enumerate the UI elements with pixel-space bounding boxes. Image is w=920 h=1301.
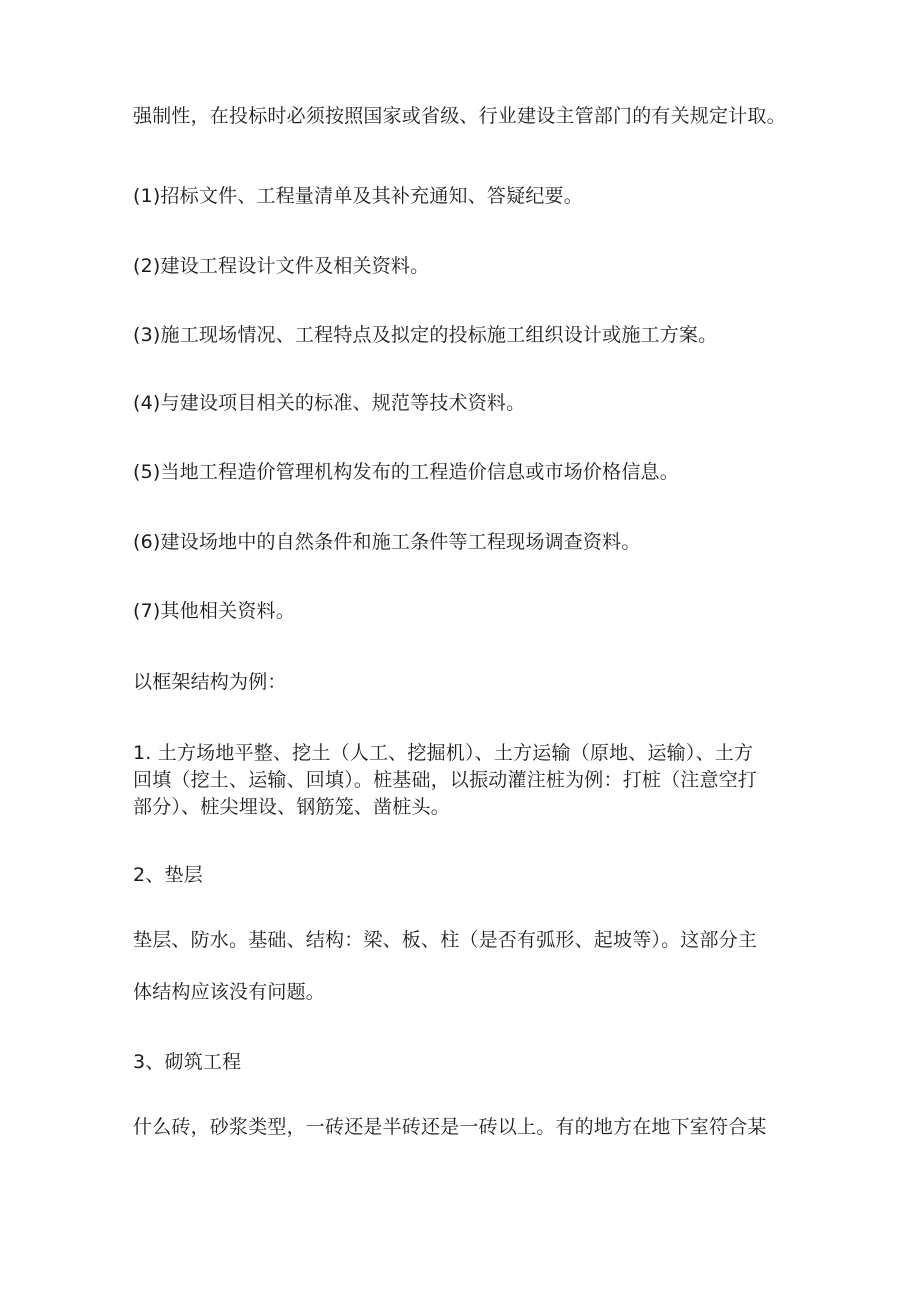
list-item-2: (2)建设工程设计文件及相关资料。	[133, 255, 430, 277]
section-1-line-3: 部分）、桩尖埋设、钢筋笼、凿桩头。	[133, 796, 450, 818]
list-item-5: (5)当地工程造价管理机构发布的工程造价信息或市场价格信息。	[133, 461, 679, 483]
section-2-line-1: 垫层、防水。基础、结构：梁、板、柱（是否有弧形、起坡等）。这部分主	[133, 929, 758, 951]
list-item-4: (4)与建设项目相关的标准、规范等技术资料。	[133, 392, 526, 414]
section-2-title: 2、垫层	[133, 864, 203, 886]
list-item-1: (1)招标文件、工程量清单及其补充通知、答疑纪要。	[133, 185, 583, 207]
section-3-paragraph: 什么砖，砂浆类型，一砖还是半砖还是一砖以上。有的地方在地下室符合某	[133, 1116, 767, 1138]
list-item-6: (6)建设场地中的自然条件和施工条件等工程现场调查资料。	[133, 531, 641, 553]
section-1-line-2: 回填（挖土、运输、回填）。桩基础，以振动灌注桩为例：打桩（注意空打	[133, 769, 758, 791]
list-item-3: (3)施工现场情况、工程特点及拟定的投标施工组织设计或施工方案。	[133, 324, 718, 346]
section-1-line-1: 1. 土方场地平整、挖土（人工、挖掘机）、土方运输（原地、运输）、土方	[133, 742, 754, 764]
section-2-line-2: 体结构应该没有问题。	[133, 981, 326, 1003]
frame-example-heading: 以框架结构为例：	[133, 671, 287, 693]
section-3-title: 3、砌筑工程	[133, 1051, 242, 1073]
paragraph-intro: 强制性，在投标时必须按照国家或省级、行业建设主管部门的有关规定计取。	[133, 105, 786, 127]
section-2-paragraph	[133, 925, 798, 1029]
section-1-paragraph	[133, 738, 798, 819]
list-item-7: (7)其他相关资料。	[133, 600, 295, 622]
